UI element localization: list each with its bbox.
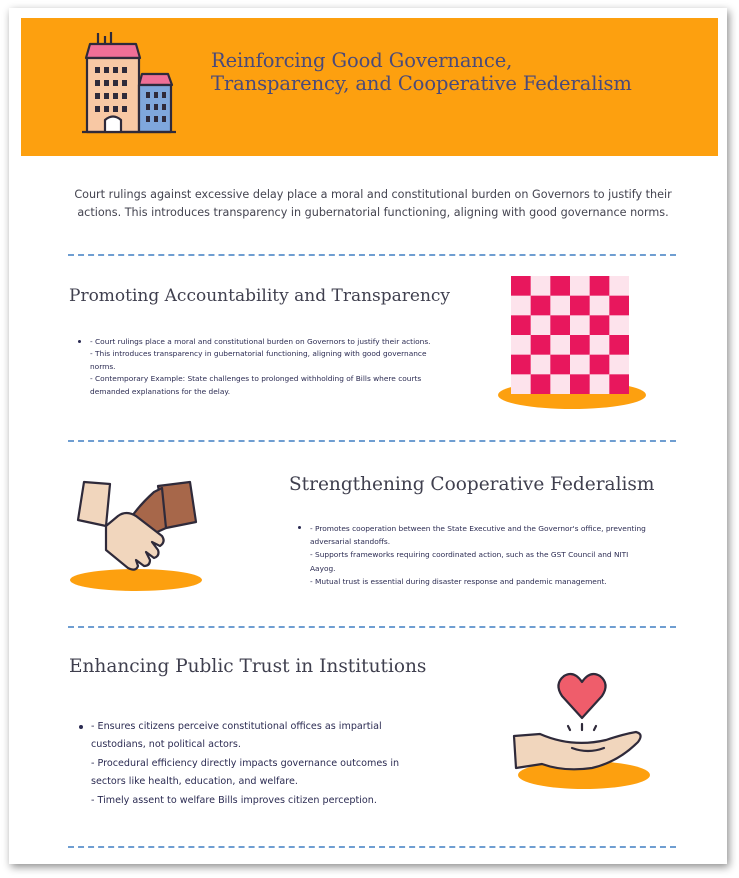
heart-in-hand-icon bbox=[512, 672, 652, 792]
bullet-line: - Promotes cooperation between the State Executive and the Governor's office, preventing bbox=[310, 524, 646, 533]
section-title-public-trust: Enhancing Public Trust in Institutions bbox=[69, 656, 427, 677]
checker-square bbox=[590, 355, 610, 375]
bullet-dot bbox=[298, 526, 301, 529]
checker-square bbox=[531, 296, 551, 316]
checkerboard-icon bbox=[494, 276, 650, 412]
checker-square bbox=[511, 276, 531, 296]
bullet-list-public-trust bbox=[79, 718, 479, 810]
checker-square bbox=[570, 374, 590, 394]
section-divider bbox=[68, 846, 676, 848]
checker-square bbox=[511, 355, 531, 375]
buildings-icon bbox=[80, 30, 180, 138]
bullet-line: custodians, not political actors. bbox=[91, 739, 241, 751]
bullet-line: - Ensures citizens perceive constitutional offices as impartial bbox=[91, 721, 382, 732]
bullet-line: - Procedural efficiency directly impacts governance outcomes in bbox=[91, 757, 400, 769]
section-divider bbox=[68, 254, 676, 256]
bullet-line: - Court rulings place a moral and constitutional burden on Governors to justify their actions. bbox=[90, 337, 431, 346]
page-title-line-2: Transparency, and Cooperative Federalism bbox=[211, 72, 632, 95]
checker-square bbox=[609, 374, 629, 394]
checker-square bbox=[570, 335, 590, 355]
bullet-list-federalism bbox=[298, 522, 678, 588]
bullet-line: norms. bbox=[90, 361, 116, 371]
checker-square bbox=[531, 335, 551, 355]
bullet-line: - Timely assent to welfare Bills improves citizen perception. bbox=[91, 794, 377, 806]
bullet-line: - Supports frameworks requiring coordinated action, such as the GST Council and NITI bbox=[310, 550, 629, 560]
bullet-line: sectors like health, education, and welfare. bbox=[91, 776, 298, 788]
checker-square bbox=[511, 315, 531, 335]
checker-square bbox=[609, 335, 629, 355]
page-title bbox=[211, 49, 632, 95]
section-divider bbox=[68, 626, 676, 628]
checker-square bbox=[550, 315, 570, 335]
checker-square bbox=[531, 374, 551, 394]
section-divider bbox=[68, 440, 676, 442]
bullet-dot bbox=[78, 340, 81, 343]
checker-square bbox=[570, 296, 590, 316]
section-title-accountability: Promoting Accountability and Transparency bbox=[69, 286, 451, 306]
bullet-line: Aayog. bbox=[310, 563, 336, 573]
bullet-line: - Mutual trust is essential during disaster response and pandemic management. bbox=[310, 576, 607, 586]
bullet-line: - Contemporary Example: State challenges to prolonged withholding of Bills where courts bbox=[90, 374, 422, 384]
intro-paragraph: Court rulings against excessive delay place a moral and constitutional burden on Governors to justify their actions. This introduces transparency in gubernatorial functioning, aligning with good governance norms. bbox=[74, 188, 672, 219]
checker-square bbox=[590, 276, 610, 296]
bullet-list-accountability bbox=[78, 336, 478, 398]
checker-square bbox=[590, 315, 610, 335]
checker-square bbox=[609, 296, 629, 316]
handshake-icon bbox=[66, 476, 206, 594]
checker-square bbox=[550, 355, 570, 375]
checker-square bbox=[550, 276, 570, 296]
bullet-dot bbox=[79, 725, 83, 729]
page-title-line-1: Reinforcing Good Governance, bbox=[211, 49, 513, 72]
bullet-line: demanded explanations for the delay. bbox=[90, 386, 231, 396]
bullet-line: - This introduces transparency in gubernatorial functioning, aligning with good governance bbox=[90, 349, 427, 359]
bullet-line: adversarial standoffs. bbox=[310, 537, 391, 547]
section-title-federalism: Strengthening Cooperative Federalism bbox=[289, 474, 655, 495]
